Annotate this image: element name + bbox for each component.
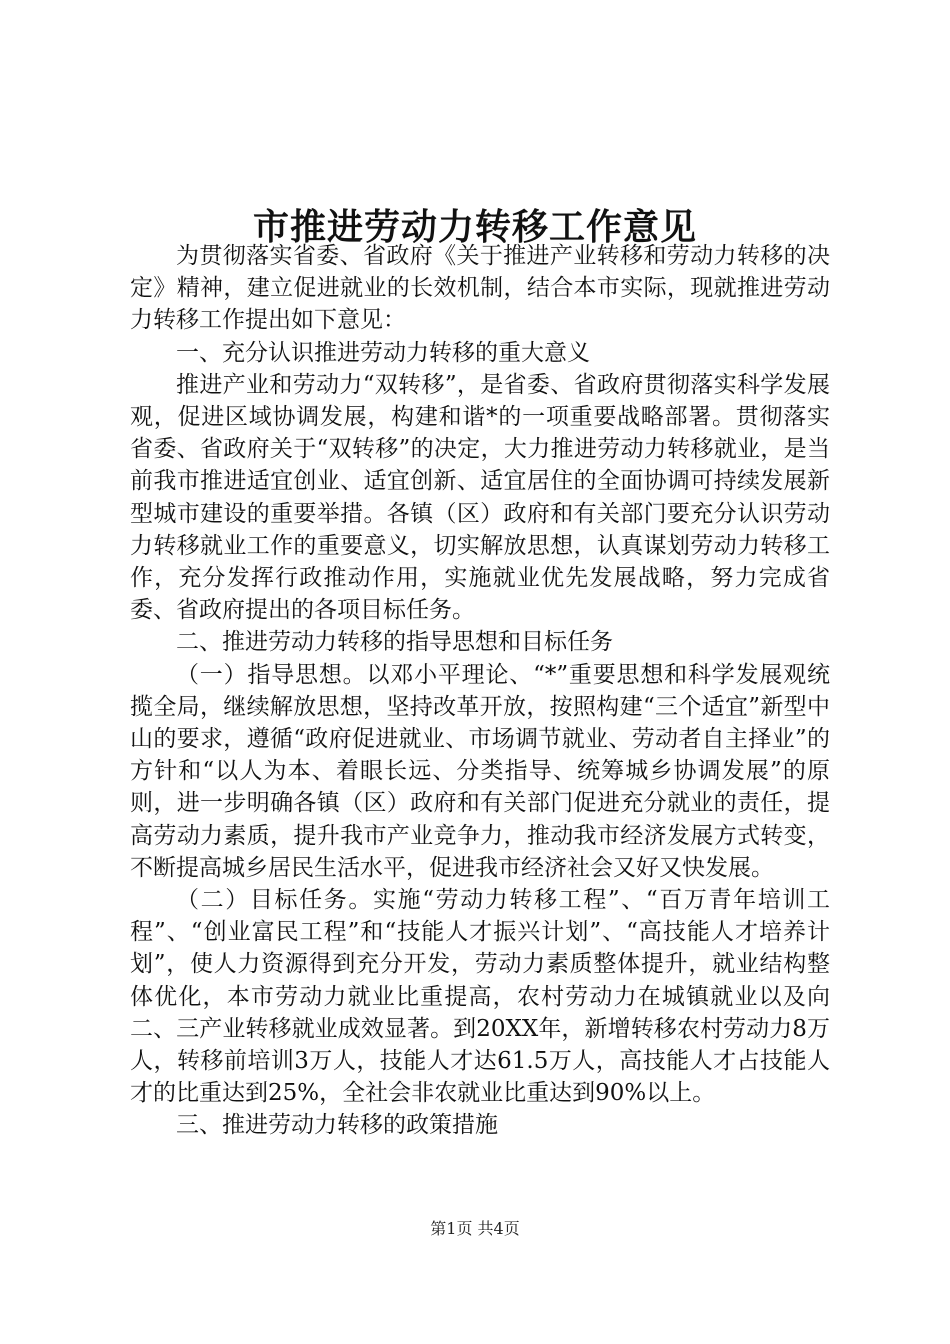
intro-paragraph: 为贯彻落实省委、省政府《关于推进产业转移和劳动力转移的决定》精神，建立促进就业的长效机制，结合本市实际，现就推进劳动力转移工作提出如下意见： <box>130 243 830 334</box>
section-1-paragraph: 推进产业和劳动力“双转移”，是省委、省政府贯彻落实科学发展观，促进区域协调发展，构建和谐*的一项重要战略部署。贯彻落实省委、省政府关于“双转移”的决定，大力推进劳动力转移就业，是当前我市推进适宜创业、适宜创新、适宜居住的全面协调可持续发展新型城市建设的重要举措。各镇（区）政府和有关部门要充分认识劳动力转移就业工作的重要意义，切实解放思想，认真谋划劳动力转移工作，充分发挥行政推动作用，实施就业优先发展战略，努力完成省委、省政府提出的各项目标任务。 <box>130 371 830 624</box>
section-2-guiding-ideology-paragraph: （一）指导思想。以邓小平理论、“*”重要思想和科学发展观统揽全局，继续解放思想，坚持改革开放，按照构建“三个适宜”新型中山的要求，遵循“政府促进就业、市场调节就业、劳动者自主择业”的方针和“以人为本、着眼长远、分类指导、统筹城乡协调发展”的原则，进一步明确各镇（区）政府和有关部门促进充分就业的责任，提高劳动力素质，提升我市产业竞争力，推动我市经济发展方式转变，不断提高城乡居民生活水平，促进我市经济社会又好又快发展。 <box>130 661 830 881</box>
section-3-heading: 三、推进劳动力转移的政策措施 <box>176 1112 498 1139</box>
section-2-heading: 二、推进劳动力转移的指导思想和目标任务 <box>176 629 613 656</box>
section-1-heading: 一、充分认识推进劳动力转移的重大意义 <box>176 339 590 366</box>
page-number-footer: 第1页 共4页 <box>430 1219 520 1238</box>
section-2-targets-paragraph: （二）目标任务。实施“劳动力转移工程”、“百万青年培训工程”、“创业富民工程”和“技能人才振兴计划”、“高技能人才培养计划”，使人力资源得到充分开发，劳动力素质整体提升，就业结构整体优化，本市劳动力就业比重提高，农村劳动力在城镇就业以及向二、三产业转移就业成效显著。到20XX年，新增转移农村劳动力8万人，转移前培训3万人，技能人才达61.5万人，高技能人才占技能人才的比重达到25%，全社会非农就业比重达到90%以上。 <box>130 887 830 1107</box>
document-title: 市推进劳动力转移工作意见 <box>252 206 697 249</box>
document-body <box>130 240 830 1142</box>
